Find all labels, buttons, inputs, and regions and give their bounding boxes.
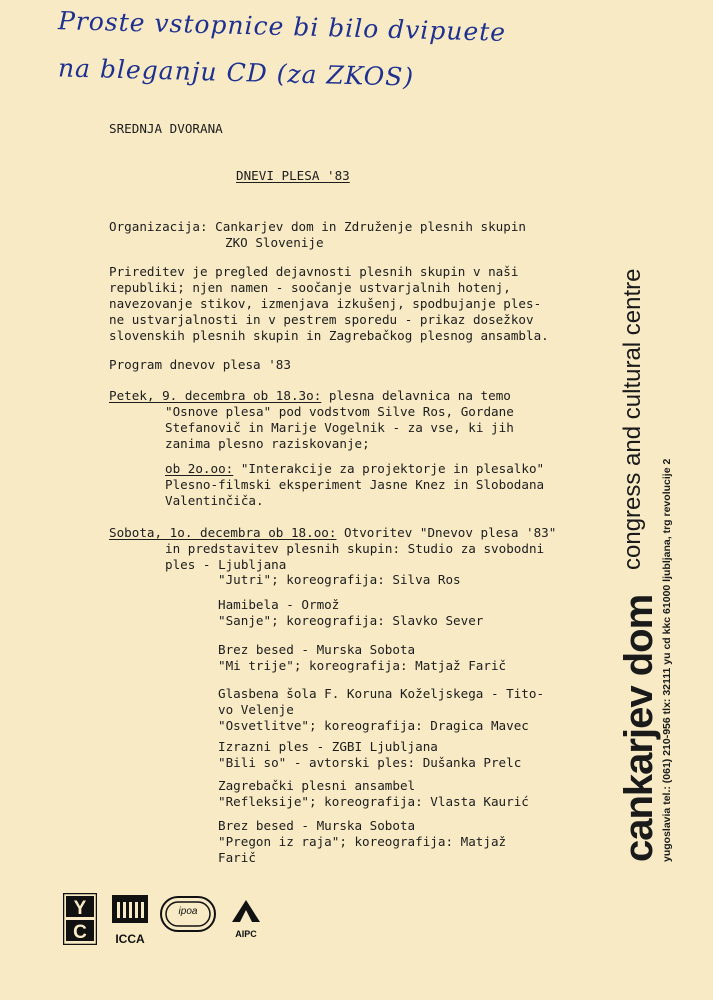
handwritten-note-line-1: Proste vstopnice bi bilo dvipuete [57,6,507,47]
friday-evening-title: "Interakcije za projektorje in plesalko" [233,461,545,476]
saturday-date: Sobota, 1o. decembra ob 18.oo: [109,525,337,540]
friday-evening-time: ob 2o.oo: [165,461,234,476]
yc-logo-c: C [73,922,87,943]
yc-logo-y: Y [73,898,87,919]
friday-line: Stefanovič in Marije Vogelnik - za vse, ki jih [165,420,514,435]
group-work: "Osvetlitve"; koreografija: Dragica Mavec [218,718,529,733]
friday-line-1 [109,388,511,404]
brand-name: cankarjev dom [617,594,661,862]
document-title: DNEVI PLESA '83 [236,168,350,183]
ipoa-logo [160,896,216,932]
intro-line: Prireditev je pregled dejavnosti plesnih skupin v naši [109,264,519,279]
organization-line-1: Organizacija: Cankarjev dom in Združenje plesnih skupin [109,219,527,234]
group-name: Brez besed - Murska Sobota [218,642,416,657]
organization-line-2: ZKO Slovenije [225,235,324,250]
friday-evening-line [165,461,544,477]
saturday-line: in predstavitev plesnih skupin: Studio za svobodni [165,541,545,556]
group-work: "Refleksije"; koreografija: Vlasta Kaurić [218,794,529,809]
group-work-cont: Farič [218,850,256,865]
brand-address: yugoslavia tel.: (061) 210-956 tlx: 32111 yu cd kkc 61000 ljubljana, trg revolucije 2 [661,458,673,862]
group-name-cont: vo Velenje [218,702,294,717]
group-name: Izrazni ples - ZGBI Ljubljana [218,739,438,754]
hall-name: SREDNJA DVORANA [109,121,223,136]
group-name: Hamibela - Ormož [218,597,340,612]
group-name: Brez besed - Murska Sobota [218,818,416,833]
icca-logo [108,893,152,945]
aipc-logo-label: AIPC [235,929,257,939]
yc-logo [63,893,97,945]
group-work: "Pregon iz raja"; koreografija: Matjaž [218,834,507,849]
aipc-logo [228,894,264,940]
group-work: "Sanje"; koreografija: Slavko Sever [218,613,484,628]
intro-line: navezovanje stikov, izmenjava izkušenj, spodbujanje ples- [109,296,542,311]
intro-line: republiki; njen namen - soočanje ustvarjalnih hotenj, [109,280,511,295]
program-heading: Program dnevov plesa '83 [109,357,291,372]
friday-line: zanima plesno raziskovanje; [165,436,370,451]
group-work: "Mi trije"; koreografija: Matjaž Farič [218,658,507,673]
friday-workshop: plesna delavnica na temo [321,388,511,403]
friday-line: "Osnove plesa" pod vodstvom Silve Ros, Gordane [165,404,514,419]
brand-tagline: congress and cultural centre [619,268,646,570]
friday-evening-line: Plesno-filmski eksperiment Jasne Knez in Slobodana [165,477,545,492]
icca-logo-label: ICCA [115,932,145,946]
intro-line: ne ustvarjalnosti in v pestrem sporedu - prikaz dosežkov [109,312,534,327]
saturday-line: ples - Ljubljana [165,557,287,572]
group-work: "Bili so" - avtorski ples: Dušanka Prelc [218,755,522,770]
saturday-opening: Otvoritev "Dnevov plesa '83" [336,525,557,540]
group-name: Zagrebački plesni ansambel [218,778,416,793]
group-name: Glasbena šola F. Koruna Koželjskega - Tito- [218,686,545,701]
intro-line: slovenskih plesnih skupin in Zagrebačkog plesnog ansambla. [109,328,549,343]
friday-date: Petek, 9. decembra ob 18.3o: [109,388,322,403]
saturday-line: "Jutri"; koreografija: Silva Ros [218,572,461,587]
ipoa-logo-label: ipoa [178,906,198,917]
saturday-line-1 [109,525,556,541]
handwritten-note-line-2: na bleganju CD (za ZKOS) [57,53,415,92]
friday-evening-line: Valentinčiča. [165,493,264,508]
